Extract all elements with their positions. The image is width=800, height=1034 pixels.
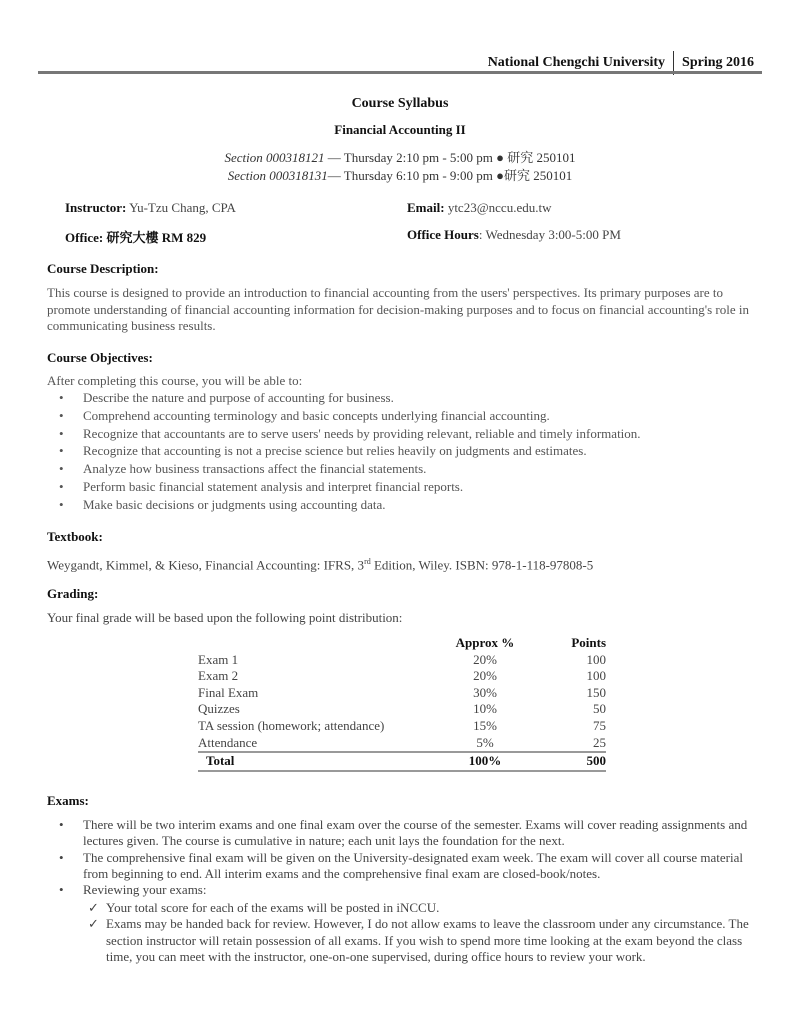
- email: [407, 200, 551, 216]
- table-cell: 25: [593, 734, 606, 750]
- grading-table: [198, 635, 606, 772]
- office-hours-label: Office Hours: [407, 227, 479, 242]
- description-text: This course is designed to provide an introduction to financial accounting from the users' perspectives. Its primary purposes are to promote understanding of financial accounting information for decision-making purposes and to focus on financial accounting's role in communicating business results.: [47, 285, 749, 333]
- list-item: ✓ Exams may be handed back for review. However, I do not allow exams to leave the classroom under any circumstance. The section instructor will retain possession of all exams. If you wish to spend more time looking at the exam beyond the class time, you can meet with the instructor, one-on-one supervised, during office hours to review your work.: [90, 916, 755, 965]
- table-cell: Attendance: [198, 734, 258, 750]
- table-cell: 30%: [473, 684, 497, 700]
- table-row: [198, 685, 606, 702]
- section-number: Section 000318131: [227, 168, 328, 183]
- exams-list: [47, 817, 757, 898]
- total-row: [198, 752, 606, 771]
- textbook-citation: [47, 554, 757, 574]
- description-heading: Course Description:: [47, 261, 159, 276]
- table-cell: 10%: [473, 701, 497, 717]
- section-1: [0, 147, 800, 166]
- objectives-list: [47, 389, 757, 514]
- grading-intro: Your final grade will be based upon the following point distribution:: [47, 610, 403, 625]
- table-cell: 100: [586, 651, 606, 667]
- column-header: Points: [571, 635, 606, 650]
- table-row: [198, 668, 606, 685]
- table-cell: Exam 2: [198, 668, 239, 684]
- total-percent: 100%: [430, 752, 540, 771]
- course-name: Financial Accounting II: [334, 122, 466, 137]
- header-rule: [38, 71, 762, 74]
- list-item: • Perform basic financial statement analysis and interpret financial reports.: [47, 478, 757, 496]
- section-detail: — Thursday 2:10 pm - 5:00 pm ● 研究 250101: [324, 150, 576, 165]
- list-item: • Make basic decisions or judgments using accounting data.: [47, 496, 757, 514]
- list-item: ✓ Your total score for each of the exams will be posted in iNCCU.: [90, 900, 755, 916]
- exams-heading: Exams:: [47, 793, 89, 808]
- table-cell: 5%: [476, 734, 494, 750]
- objectives-heading: Course Objectives:: [47, 350, 153, 365]
- objectives-intro: After completing this course, you will be able to:: [47, 373, 303, 388]
- section-2: [0, 165, 800, 184]
- exam-review-list: [90, 900, 755, 965]
- table-cell: 100: [586, 668, 606, 684]
- doc-title: Course Syllabus: [351, 96, 449, 111]
- table-cell: TA session (homework; attendance): [198, 717, 385, 733]
- instructor: [65, 200, 236, 216]
- table-row: [198, 735, 606, 753]
- table-cell: 20%: [473, 668, 497, 684]
- total-label: Total: [198, 752, 430, 771]
- table-cell: 50: [593, 701, 606, 717]
- instructor-label: Instructor:: [65, 200, 127, 215]
- table-cell: 150: [586, 684, 606, 700]
- list-item: • Recognize that accounting is not a precise science but relies heavily on judgments and estimates.: [47, 442, 757, 460]
- table-cell: 15%: [473, 717, 497, 733]
- email-label: Email:: [407, 200, 445, 215]
- office: Office: 研究大樓 RM 829: [65, 230, 207, 245]
- email-address[interactable]: ytc23@nccu.edu.tw: [444, 200, 552, 215]
- textbook-heading: Textbook:: [47, 529, 103, 544]
- section-number: Section 000318121: [224, 150, 325, 165]
- term: Spring 2016: [682, 55, 754, 70]
- list-item: • Analyze how business transactions affect the financial statements.: [47, 460, 757, 478]
- total-points: 500: [540, 752, 606, 771]
- table-row: [198, 652, 606, 669]
- list-item: • Comprehend accounting terminology and basic concepts underlying financial accounting.: [47, 407, 757, 425]
- university-name: National Chengchi University: [487, 55, 666, 70]
- list-item: • There will be two interim exams and one final exam over the course of the semester. Exams will cover reading assignments and lectures given. The course is cumulative in nature; each unit lays the foundation for the next.: [47, 817, 757, 850]
- textbook-text: Edition, Wiley. ISBN: 978-1-118-97808-5: [370, 557, 594, 573]
- table-cell: Exam 1: [198, 651, 239, 667]
- office-hours: [407, 227, 621, 243]
- table-cell: 20%: [473, 651, 497, 667]
- table-cell: Final Exam: [198, 684, 259, 700]
- table-row: [198, 701, 606, 718]
- section-detail: — Thursday 6:10 pm - 9:00 pm ●研究 250101: [327, 168, 573, 183]
- list-item: • Recognize that accountants are to serve users' needs by providing relevant, reliable and timely information.: [47, 425, 757, 443]
- column-header: [198, 635, 430, 652]
- list-item: • Reviewing your exams:: [47, 882, 757, 898]
- table-cell: 75: [593, 717, 606, 733]
- list-item: • The comprehensive final exam will be given on the University-designated exam week. The exam will cover all course material from beginning to end. All interim exams and the comprehensive final exam are closed-book/notes.: [47, 850, 757, 883]
- textbook-text: Weygandt, Kimmel, & Kieso, Financial Accounting: IFRS, 3: [47, 557, 365, 573]
- table-row: [198, 718, 606, 735]
- column-header: Approx %: [455, 635, 515, 650]
- grading-heading: Grading:: [47, 586, 99, 601]
- table-header-row: [198, 635, 606, 652]
- instructor-name: Yu-Tzu Chang, CPA: [126, 200, 236, 215]
- table-cell: Quizzes: [198, 701, 240, 717]
- list-item: • Describe the nature and purpose of accounting for business.: [47, 389, 757, 407]
- office-hours-value: : Wednesday 3:00-5:00 PM: [478, 227, 621, 242]
- textbook-sup: rd: [364, 557, 371, 566]
